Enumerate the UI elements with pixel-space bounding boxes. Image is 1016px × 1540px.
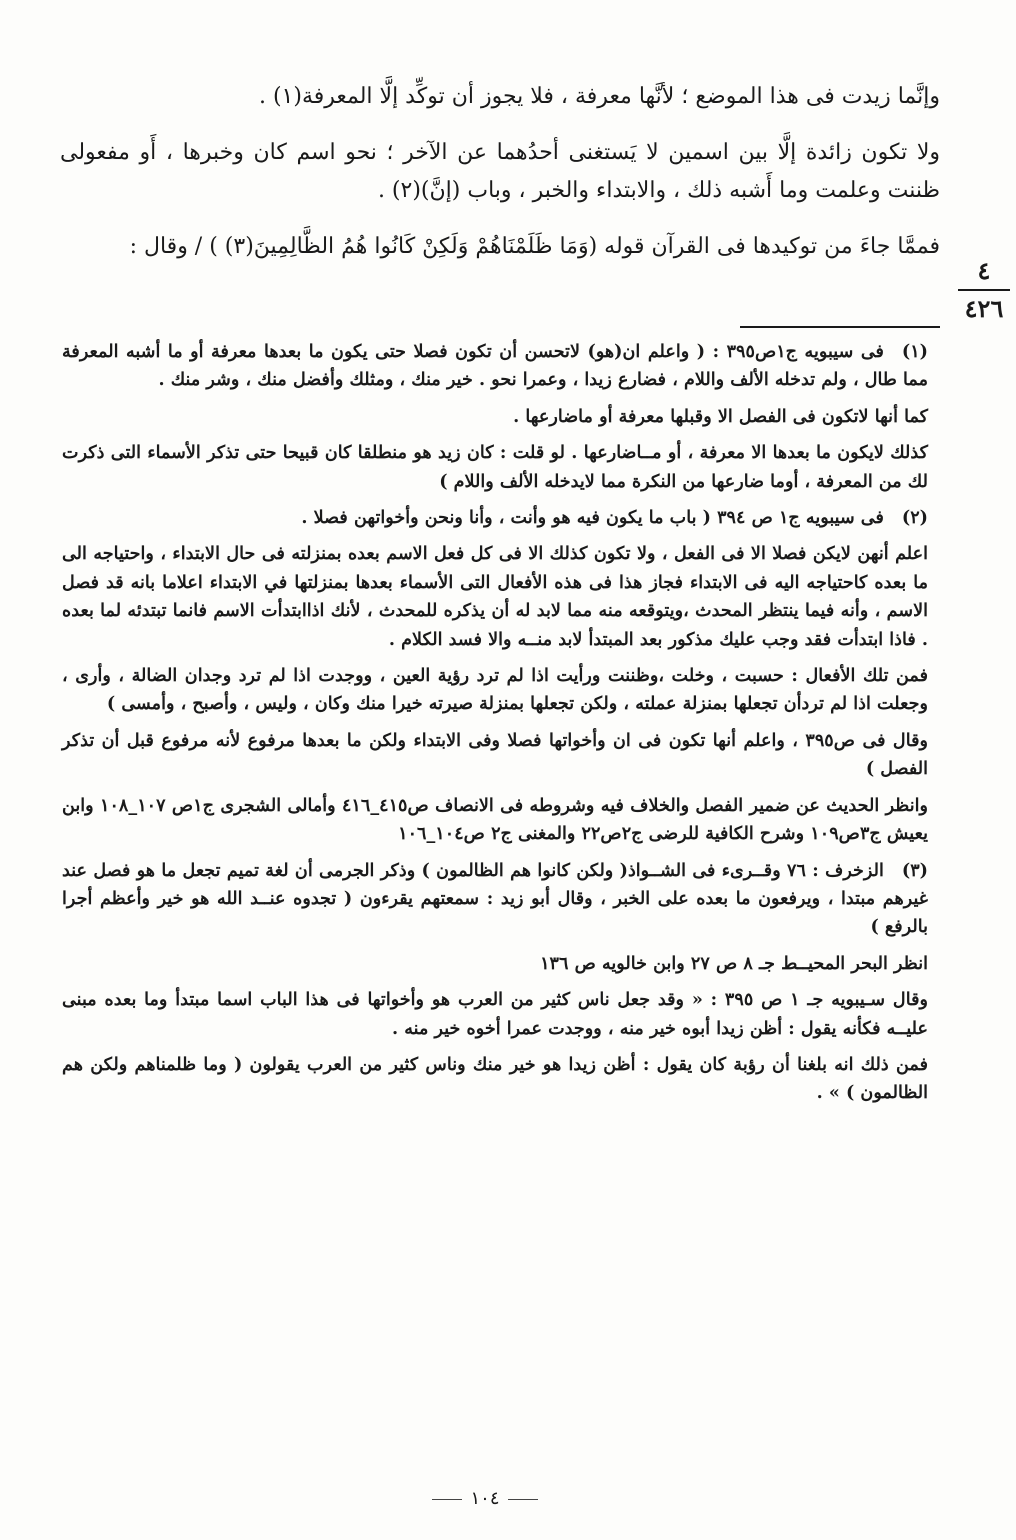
footnote-mark: (٣): [901, 859, 928, 881]
margin-page-reference: [958, 255, 1010, 325]
margin-page-number: ٤٢٦: [964, 294, 1004, 323]
footnote-text: اعلم أنهن لايكن فصلا الا فى الفعل ، ولا تكون كذلك الا فى كل فعل الاسم بعده بمنزلته فى حال الابتداء ، واحتياجه الى ما بعده كاحتياجه اليه فى الابتداء فجاز هذا فى هذه الأفعال التى الأسماء بعدها بمنزلتها في الابتداء اعلاما بانه قد فصل الاسم ، وأنه فيما ينتظر المحدث ،ويتوقعه منه مما لابد له أن يذكره للمحدث ، لأنك اذاابتدأت الاسم فانما تبتدئه لما بعده . فاذا ابتدأت فقد وجب عليك مذكور بعد المبتدأ لابد منــه والا فسد الكلام .: [62, 543, 928, 650]
footnote-text: انظر البحر المحيــط جـ ٨ ص ٢٧ وابن خالويه ص ١٣٦: [540, 952, 928, 974]
footnote-text: كما أنها لاتكون فى الفصل الا وقبلها معرفة أو ماضارعها .: [513, 405, 928, 427]
margin-part-number: ٤: [958, 255, 1010, 291]
footnote-3-continued: [62, 1051, 928, 1108]
footnote-text: وقال سـيبويه جـ ١ ص ٣٩٥ : « وقد جعل ناس كثير من العرب هو وأخواتها فى هذا الباب اسما مبتدأ وما بعده مبنى عليــه فكأنه يقول : أظن زيدا أبوه خير منه ، ووجدت عمرا أخوه خير منه .: [62, 989, 928, 1039]
footnote-1-continued: [62, 403, 928, 431]
footnote-1-continued: [62, 439, 928, 496]
main-paragraph-1: وإنَّما زيدت فى هذا الموضع ؛ لأنَّها معرفة ، فلا يجوز أن توكِّد إلَّا المعرفة(١) .: [258, 84, 940, 109]
footnote-separator: [740, 326, 940, 328]
footnote-text: فمن تلك الأفعال : حسبت ، وخلت ،وظننت ورأيت اذا لم ترد رؤية العين ، ووجدت اذا لم ترد وجدان الضالة ، وأرى ، وجعلت اذا لم تردأن تجعلها بمنزلة عملته ، ولكن تجعلها بمنزلة صيرته خيرا منك وكان ، وليس ، وأصبح ، وأمسى ): [62, 665, 928, 715]
footnote-text: وانظر الحديث عن ضمير الفصل والخلاف فيه وشروطه فى الانصاف ص٤١٥_٤١٦ وأمالى الشجرى ج١ص ١٠٧_١٠٨ وابن يعيش ج٣ص١٠٩ وشرح الكافية للرضى ج٢ص٢٢ والمغنى ج٢ ص١٠٤_١٠٦: [62, 794, 928, 845]
footnote-2-continued: [62, 792, 928, 849]
footnote-3-continued: [62, 986, 928, 1043]
footnote-text: كذلك لايكون ما بعدها الا معرفة ، أو مــاضارعها . لو قلت : كان زيد هو منطلقا كان قبيحا حتى تذكر الأسماء التى ذكرت لك من المعرفة ، أوما ضارعها من النكرة مما لايدخله الألف واللام ): [62, 442, 928, 492]
footnote-2-continued: [62, 662, 928, 719]
page-number: ١٠٤: [420, 1488, 550, 1509]
footnote-mark: (١): [901, 341, 928, 362]
footnote-text: فى سيبويه ج١ ص ٣٩٤ ( باب ما يكون فيه هو وأنت ، وأنا ونحن وأخواتهن فصلا .: [301, 507, 884, 529]
footnote-2-continued: [62, 540, 928, 654]
footnote-text: فى سيبويه ج١ص٣٩٥ : ( واعلم ان(هو) لاتحسن أن تكون فصلا حتى يكون ما بعدها معرفة أو ما أشبه المعرفة مما طال ، ولم تدخله الألف واللام ، فضارع زيدا ، وعمرا نحو . خير منك ، ومثلك وأفضل منك ، وشر منك .: [62, 341, 928, 391]
footnote-3: [62, 857, 928, 942]
footnotes-block: [62, 338, 928, 1116]
main-paragraph-3: فممَّا جاءَ من توكيدها فى القرآن قوله (وَمَا ظَلَمْنَاهُمْ وَلَكِنْ كَانُوا هُمُ الظَّالِمِينَ(٣) ) / وقال :: [129, 234, 940, 259]
footnote-2-continued: [62, 727, 928, 784]
footnote-text: الزخرف : ٧٦ وقــرىء فى الشــواذ( ولكن كانوا هم الظالمون ) وذكر الجرمى أن لغة تميم تجعل ما هو فصل عند غيرهم مبتدا ، ويرفعون ما بعده على الخبر ، وقال أبو زيد : سمعتهم يقرءون ( تجدوه عنــد الله هو خير وأعظم أجرا بالرفع ): [62, 859, 928, 938]
footnote-3-continued: [62, 950, 928, 978]
main-text-block: [60, 78, 940, 284]
main-paragraph-2: ولا تكون زائدة إلَّا بين اسمين لا يَستغنى أحدُهما عن الآخر ؛ نحو اسم كان وخبرها ، أَو مفعولى ظننت وعلمت وما أَشبه ذلك ، والابتداء والخبر ، وباب (إنَّ)(٢) .: [60, 140, 940, 203]
footnote-text: وقال فى ص٣٩٥ ، واعلم أنها تكون فى ان وأخواتها فصلا وفى الابتداء ولكن ما بعدها مرفوع لأنه مرفوع قبل أن تذكر الفصل ): [62, 729, 928, 780]
footnote-2: [62, 504, 928, 532]
footnote-1: [62, 338, 928, 395]
footnote-text: فمن ذلك انه بلغنا أن رؤبة كان يقول : أظن زيدا هو خير منك وناس كثير من العرب يقولون ( وما ظلمناهم ولكن هم الظالمون ) » .: [62, 1053, 928, 1104]
footnote-mark: (٢): [901, 507, 928, 529]
